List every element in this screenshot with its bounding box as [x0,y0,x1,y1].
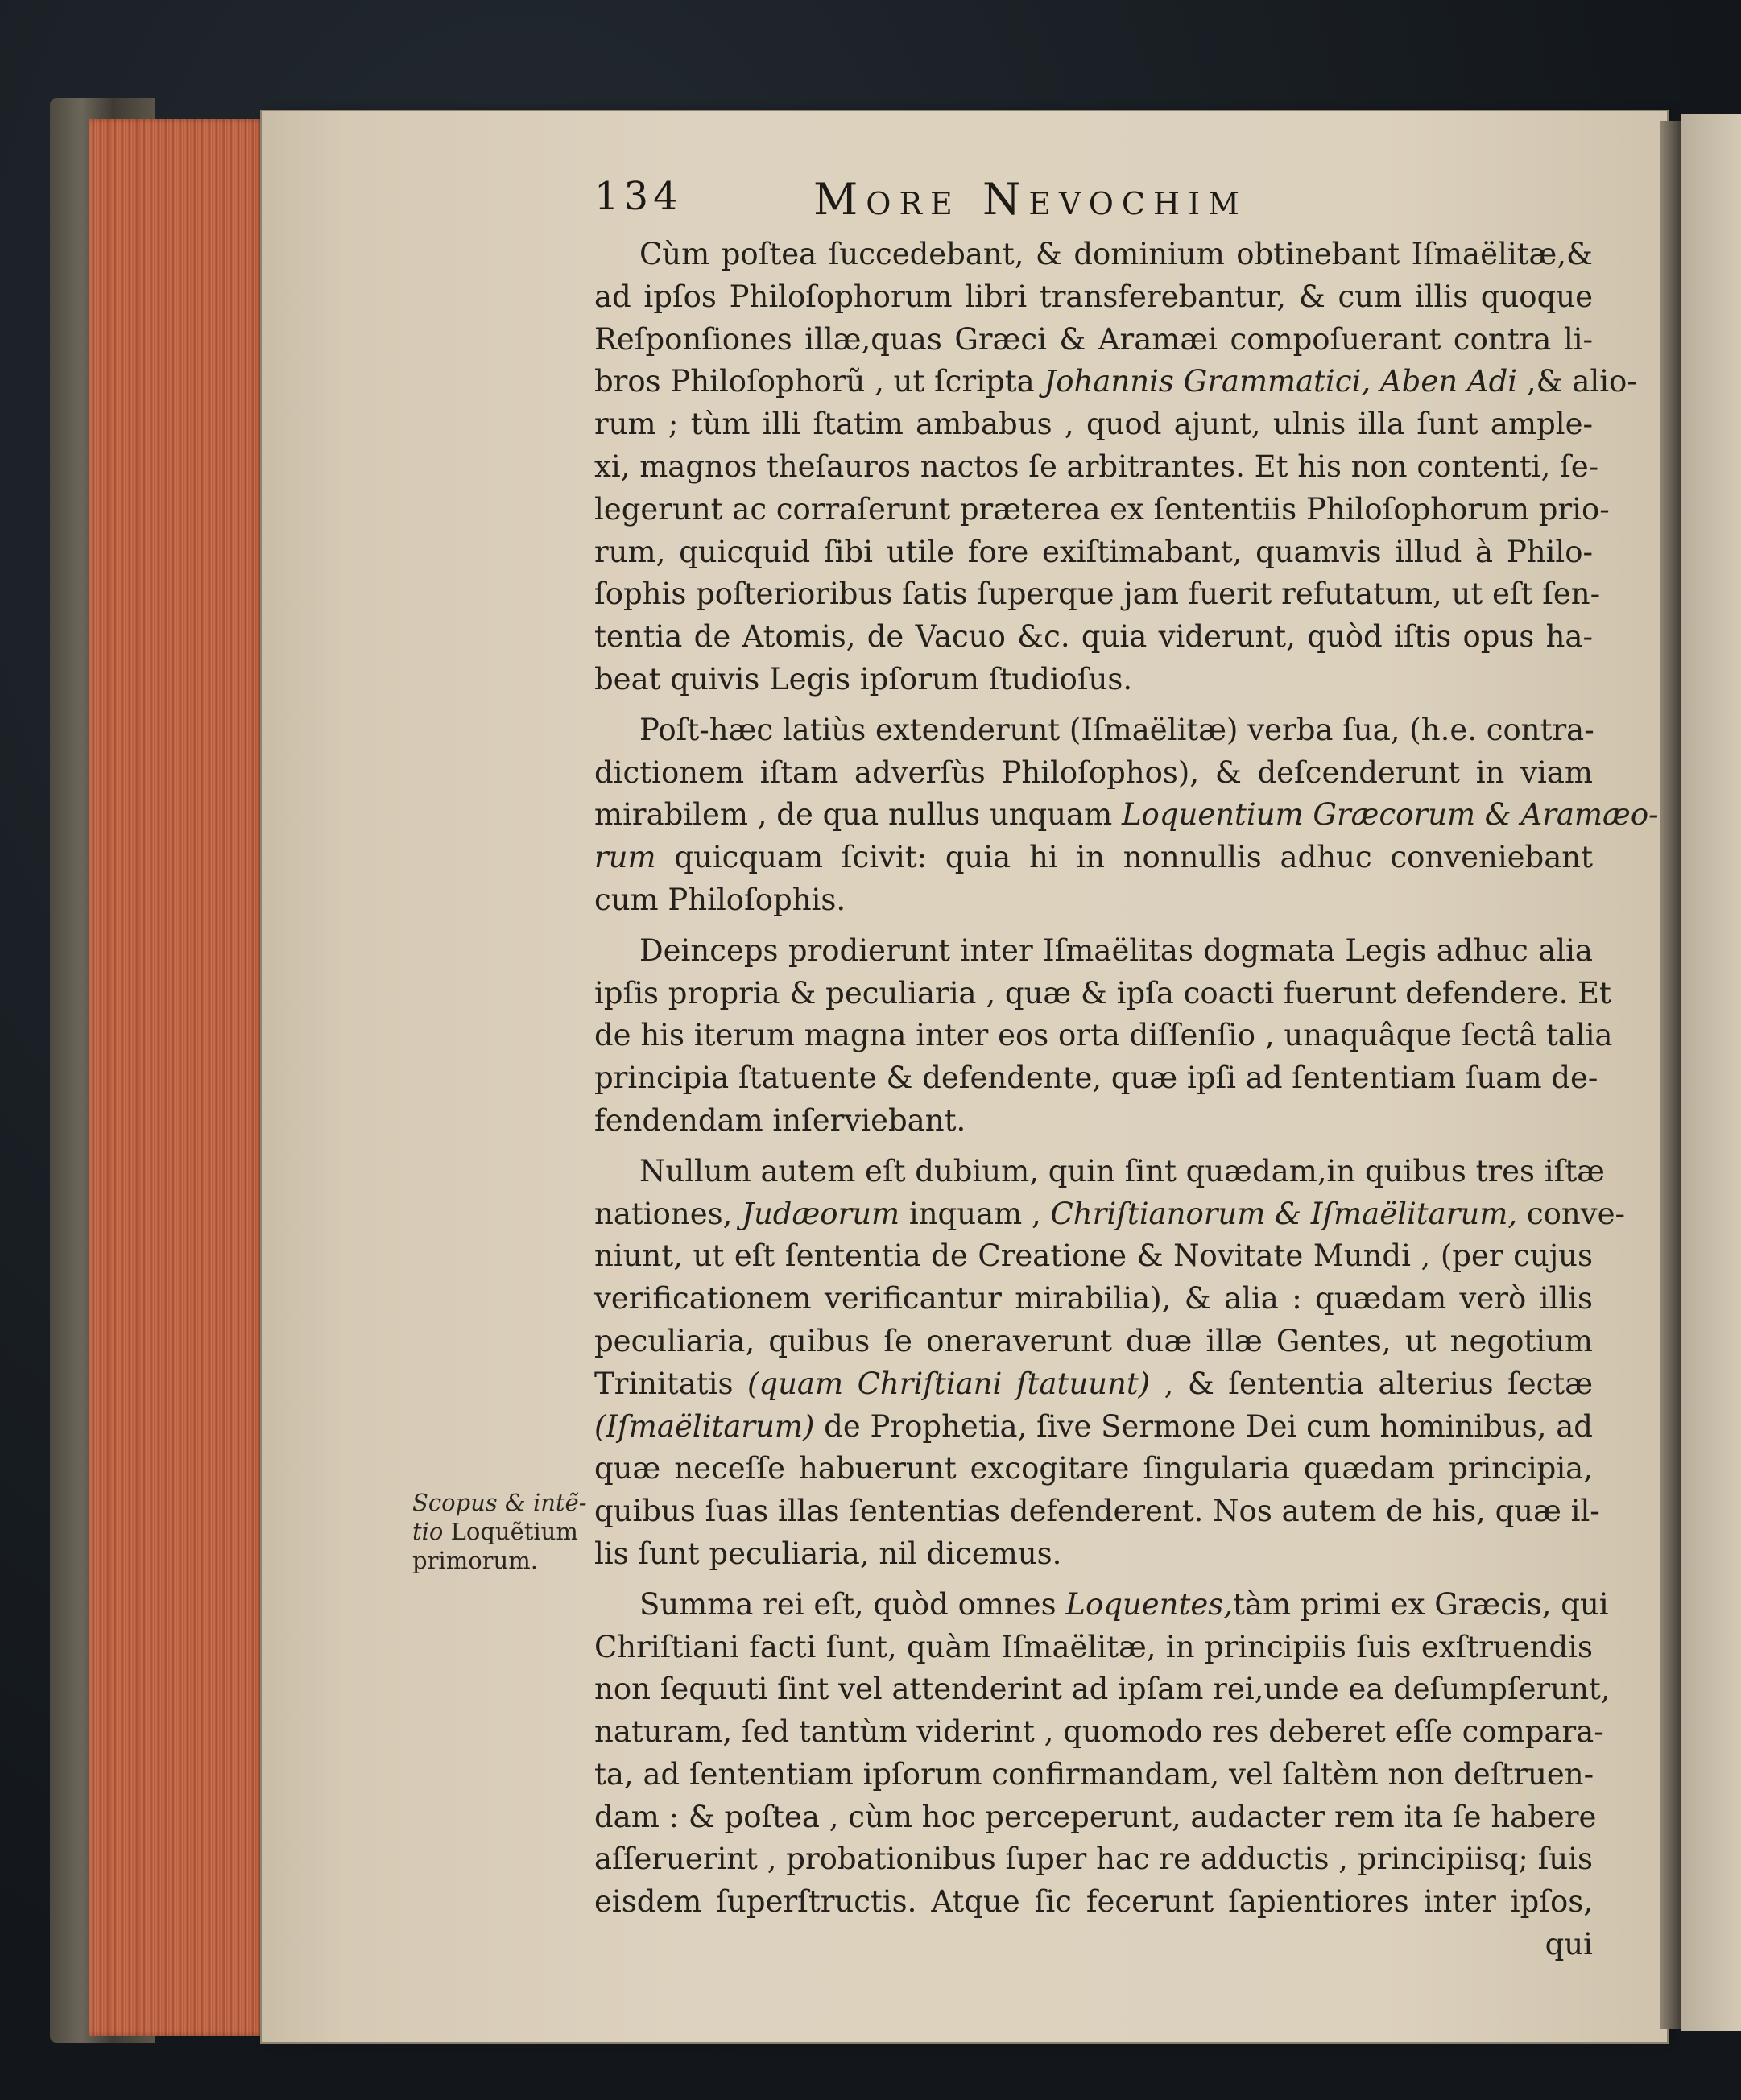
running-head: More Nevochim [813,174,1248,225]
text-line: Poſt-hæc latiùs extenderunt (Iſmaëlitæ) verba ſua, (h.e. contra- [639,712,1594,747]
text-line: ad ipſos Philoſophorum libri transferebantur, & cum illis quoque [594,279,1593,314]
text-line: lis ſunt peculiaria, nil dicemus. [594,1536,1062,1571]
margin-note-line: Scopus & intẽ- [412,1489,587,1516]
text-line: tentia de Atomis, de Vacuo &c. quia viderunt, quòd iſtis opus ha- [594,619,1593,655]
page-body-text [594,234,1659,1966]
text-line: fendendam inſerviebant. [594,1102,966,1138]
text-line: ſophis poſterioribus ſatis ſuperque jam fuerit refutatum, ut eſt ſen- [594,577,1601,612]
margin-note-line: tio [412,1518,444,1545]
text-line: eisdem ſuperſtructis. Atque ſic fecerunt ſapientiores inter ipſos, [594,1884,1593,1920]
page-fore-edge [89,119,266,2036]
text-line: beat quivis Legis ipſorum ſtudioſus. [594,661,1133,697]
text-line: xi, magnos theſauros nactos ſe arbitrantes. Et his non contenti, ſe- [594,449,1599,484]
text-line: Nullum autem eſt dubium, quin ſint quædam,in quibus tres iſtæ [639,1153,1605,1188]
text-line: non ſequuti ſint vel attenderint ad ipſam rei,unde ea deſumpſerunt, [594,1672,1611,1707]
text-line: nationes, Judæorum inquam , Chriſtianorum & Iſmaëlitarum, conve- [594,1196,1625,1231]
text-line: Summa rei eſt, quòd omnes Loquentes,tàm primi ex Græcis, qui [639,1586,1609,1622]
text-line: dictionem iſtam adverſùs Philoſophos), & deſcenderunt in viam [594,754,1593,790]
text-line: aſſeruerint , probationibus ſuper hac re adductis , principiisq; ſuis [594,1842,1593,1877]
facing-page-edge [1681,114,1741,2031]
margin-note-line: Loquẽtium [450,1518,578,1545]
text-line: peculiaria, quibus ſe oneraverunt duæ illæ Gentes, ut negotium [594,1323,1593,1358]
text-line: niunt, ut eſt ſententia de Creatione & Novitate Mundi , (per cujus [594,1238,1593,1274]
text-line: ta, ad ſententiam ipſorum confirmandam, vel ſaltèm non deſtruen- [594,1756,1594,1792]
page-header [594,174,1400,230]
text-line: dam : & poſtea , cùm hoc perceperunt, audacter rem ita ſe habere [594,1799,1597,1834]
text-line: legerunt ac corraſerunt præterea ex ſententiis Philoſophorum prio- [594,491,1610,527]
margin-note-line: primorum. [412,1547,538,1574]
text-line: de his iterum magna inter eos orta diſſenſio , unaquâque ſectâ talia [594,1018,1613,1053]
text-line: Reſponſiones illæ,quas Græci & Aramæi compoſuerant contra li- [594,321,1593,357]
text-line: rum, quicquid ſibi utile fore exiſtimabant, quamvis illud à Philo- [594,534,1593,569]
paragraph [594,234,1637,701]
text-line: Cùm poſtea ſuccedebant, & dominium obtinebant Iſmaëlitæ,& [639,237,1593,271]
paragraph [594,709,1659,922]
text-line: quibus ſuas illas ſententias defenderent. Nos autem de his, quæ il- [594,1494,1600,1529]
text-line: mirabilem , de qua nullus unquam Loquentium Græcorum & Aramæo- [594,797,1659,833]
text-line: verificationem verificantur mirabilia), & alia : quædam verò illis [594,1281,1593,1317]
text-line: quæ neceſſe habuerunt excogitare ſingularia quædam principia, [594,1451,1593,1486]
text-line: (Iſmaëlitarum) de Prophetia, ſive Sermone Dei cum hominibus, ad [594,1408,1593,1444]
text-line: Chriſtiani facti ſunt, quàm Iſmaëlitæ, in principiis ſuis exſtruendis [594,1629,1593,1664]
page-number: 134 [594,174,683,219]
paragraph [594,930,1613,1143]
text-line: rum ; tùm illi ſtatim ambabus , quod ajunt, ulnis illa ſunt ample- [594,407,1593,442]
catchword: qui [1545,1927,1593,1962]
text-line: naturam, ſed tantùm viderint , quomodo res deberet eſſe compara- [594,1714,1604,1750]
text-line: principia ſtatuente & defendente, quæ ipſi ad ſententiam ſuam de- [594,1060,1598,1096]
text-line: bros Philoſophorũ , ut ſcripta Johannis Grammatici, Aben Adi ,& alio- [594,364,1637,399]
text-line: rum quicquam ſcivit: quia hi in nonnullis adhuc conveniebant [594,840,1593,875]
page-gutter [1660,121,1683,2029]
margin-note [412,1488,598,1575]
text-line: cum Philoſophis. [594,882,846,917]
text-line: Deinceps prodierunt inter Iſmaëlitas dogmata Legis adhuc alia [639,932,1593,968]
paragraph [594,1584,1611,1966]
paragraph [594,1151,1625,1576]
text-line: Trinitatis (quam Chriſtiani ſtatuunt) , & ſententia alterius ſectæ [594,1366,1594,1401]
text-line: ipſis propria & peculiaria , quæ & ipſa coacti fuerunt defendere. Et [594,975,1611,1011]
